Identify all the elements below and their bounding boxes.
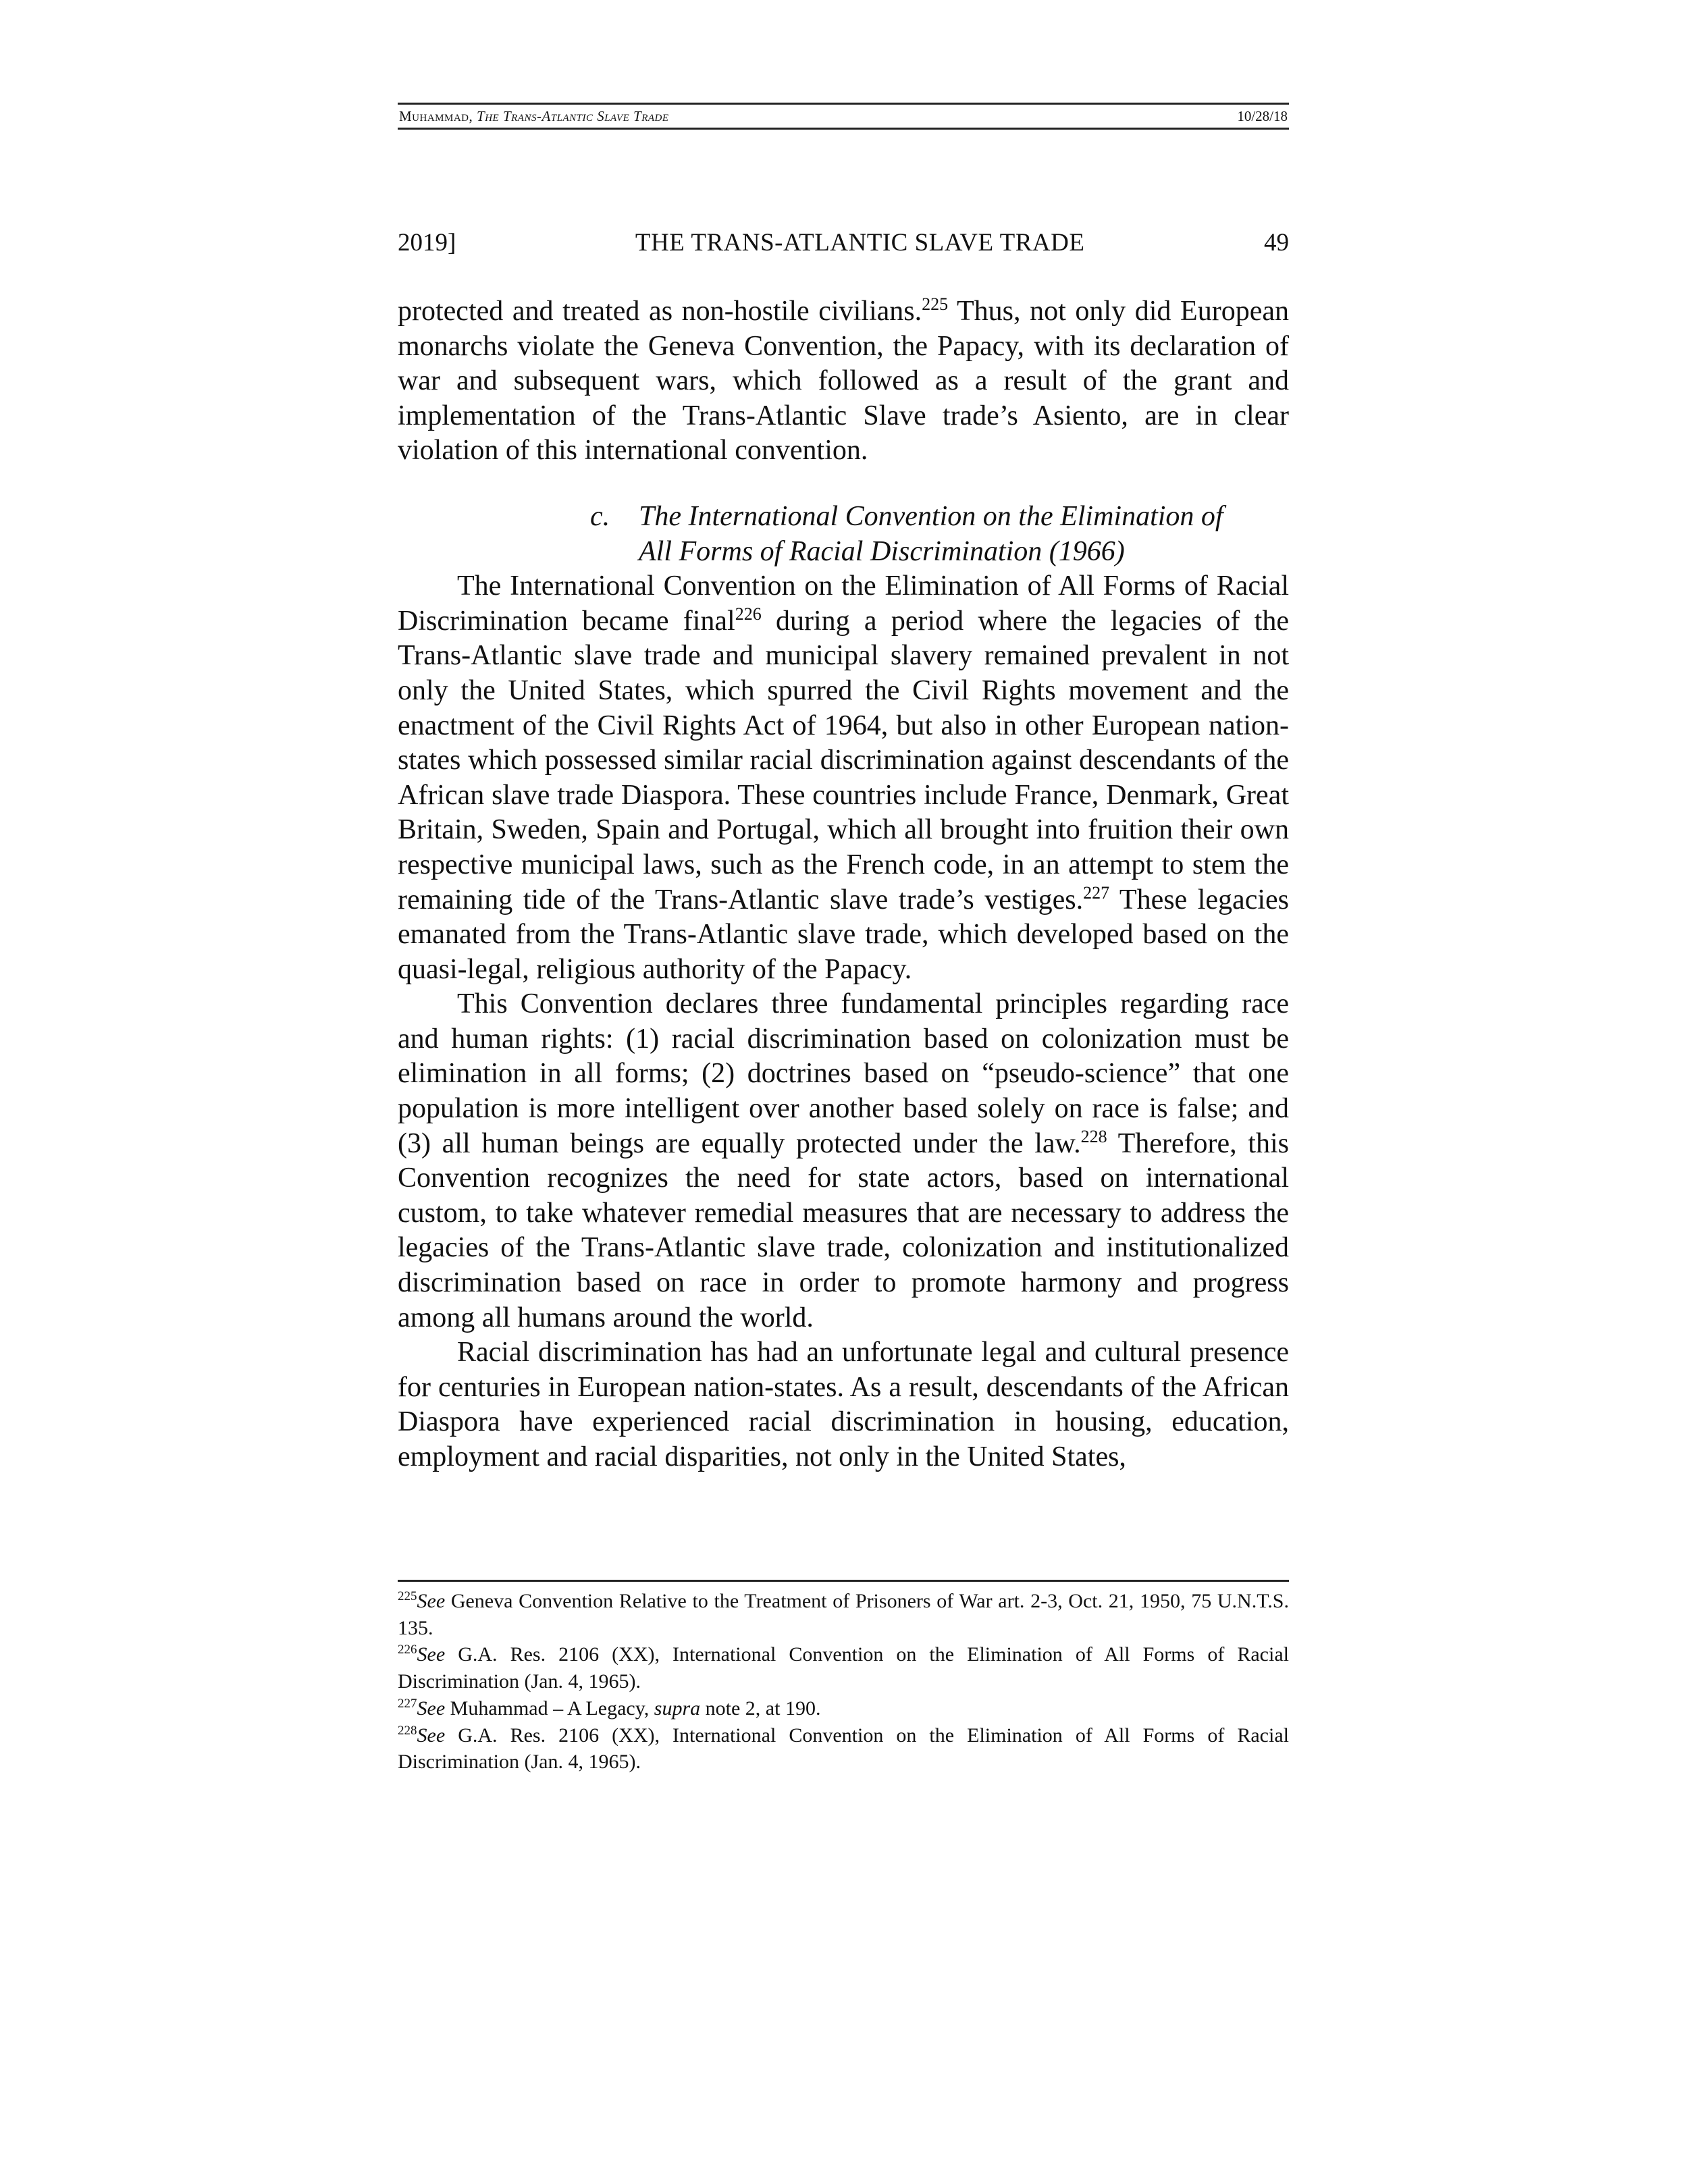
footnote-signal: See [417, 1590, 446, 1612]
paragraph-3 [398, 987, 1289, 1335]
paragraph-4: Racial discrimination has had an unfortunate legal and cultural presence for centuries in European nation-states. As a result, descendants of the African Diaspora have experienced racial discrimination in housing, education, employment and racial disparities, not only in the United States, [398, 1337, 1289, 1472]
running-header [398, 103, 1289, 130]
running-header-title: The Trans-Atlantic Slave Trade [477, 107, 669, 124]
body-text [398, 294, 1289, 1475]
footnote-number: 225 [398, 1589, 417, 1603]
footnote-ref-225: 225 [922, 294, 949, 314]
footnote-text: Geneva Convention Relative to the Treatment of Prisoners of War art. 2-3, Oct. 21, 1950, 75 U.N.T.S. 135. [398, 1590, 1289, 1639]
footnote-text: G.A. Res. 2106 (XX), International Convention on the Elimination of All Forms of Racial Discrimination (Jan. 4, 1965). [398, 1724, 1289, 1774]
page-header-title: THE TRANS-ATLANTIC SLAVE TRADE [635, 229, 1085, 257]
footnote-signal: See [417, 1697, 446, 1720]
paragraph-1-text-a: protected and treated as non-hostile civilians. [398, 296, 922, 327]
footnote-ref-227: 227 [1083, 882, 1110, 903]
paragraph-2-text-a: The International Convention on the Elimination of All Forms of Racial Discrimination became final [398, 570, 1289, 637]
footnote-number: 227 [398, 1696, 417, 1711]
subheading-line-2: All Forms of Racial Discrimination (1966) [639, 535, 1125, 567]
footnote-ref-226: 226 [735, 604, 762, 624]
page-number: 49 [1263, 229, 1289, 257]
footnote-number: 228 [398, 1723, 417, 1738]
paragraph-1-text-b: Thus, not only did European monarchs violate the Geneva Convention, the Papacy, with its declaration of war and subsequent wars, which followed as a result of the grant and implementation of the Trans-Atlantic Slave trade’s Asiento, are in clear violation of this international convention. [398, 296, 1289, 467]
page-header [398, 228, 1289, 257]
section-subheading [590, 500, 1289, 569]
footnote-number: 226 [398, 1643, 417, 1657]
subheading-line-1: The International Convention on the Elimination of [639, 500, 1223, 532]
paragraph-2-text-c: These legacies emanated from the Trans-Atlantic slave trade, which developed based on the quasi-legal, religious authority of the Papacy. [398, 884, 1289, 985]
footnote-227 [398, 1695, 1289, 1722]
paragraph-2 [398, 569, 1289, 987]
footnote-226 [398, 1641, 1289, 1695]
running-header-author: Muhammad [399, 107, 469, 124]
footnote-signal: See [417, 1643, 446, 1666]
footnotes [398, 1588, 1289, 1776]
footnote-text: G.A. Res. 2106 (XX), International Convention on the Elimination of All Forms of Racial Discrimination (Jan. 4, 1965). [398, 1643, 1289, 1693]
paragraph-1 [398, 294, 1289, 469]
footnote-228 [398, 1722, 1289, 1776]
running-header-date: 10/28/18 [1237, 107, 1288, 124]
page-header-year: 2019] [398, 229, 456, 257]
footnote-text: Muhammad – A Legacy, [445, 1697, 654, 1720]
footnote-225 [398, 1588, 1289, 1641]
footnote-signal: See [417, 1724, 446, 1747]
running-header-left: Muhammad, The Trans-Atlantic Slave Trade [399, 107, 669, 124]
paragraph-2-text-b: during a period where the legacies of the Trans-Atlantic slave trade and municipal slavery remained prevalent in not only the United States, which spurred the Civil Rights movement and the enactment of the Civil Rights Act of 1964, but also in other European nation-states which possessed similar racial discrimination against descendants of the African slave trade Diaspora. These countries include France, Denmark, Great Britain, Sweden, Spain and Portugal, which all brought into fruition their own respective municipal laws, such as the French code, in an attempt to stem the remaining tide of the Trans-Atlantic slave trade’s vestiges. [398, 605, 1289, 915]
paragraph-3-text-a: This Convention declares three fundamental principles regarding race and human rights: (1) racial discrimination based on colonization must be elimination in all forms; (2) doctrines based on “pseudo-science” that one population is more intelligent over another based solely on race is false; and (3) all human beings are equally protected under the law. [398, 988, 1289, 1159]
subheading-label: c. [590, 500, 610, 532]
footnote-divider [398, 1580, 1289, 1582]
paragraph-3-text-b: Therefore, this Convention recognizes the need for state actors, based on international custom, to take whatever remedial measures that are necessary to address the legacies of the Trans-Atlantic slave trade, colonization and institutionalized discrimination based on race in order to promote harmony and progress among all humans around the world. [398, 1127, 1289, 1333]
footnote-text: note 2, at 190. [700, 1697, 821, 1720]
footnote-ref-228: 228 [1080, 1126, 1107, 1146]
footnote-supra: supra [654, 1697, 701, 1720]
